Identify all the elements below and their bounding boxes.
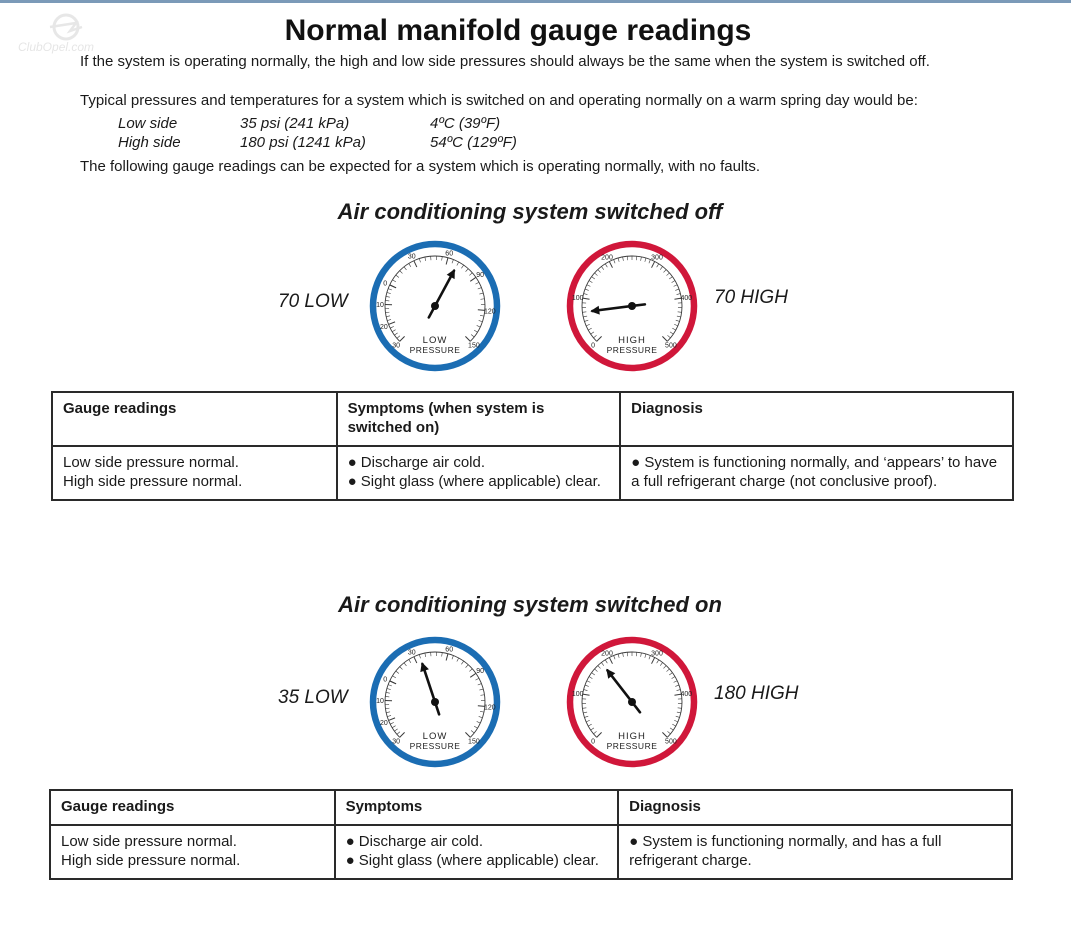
symptom-item: ● Sight glass (where applicable) clear. [345,852,599,869]
cell-symptoms [335,825,619,879]
gauge-scale-label: 0 [383,280,388,288]
low-gauge-label-on: 35 LOW [278,687,348,708]
gauge-scale-label: 60 [445,250,454,258]
gauge-scale-label: 150 [468,738,480,746]
table-header-row [52,392,1013,446]
gauge-scale-label: 10 [376,301,384,309]
gauge-scale-label: 20 [380,323,388,331]
section-heading-on: Air conditioning system switched on [338,592,722,617]
gauge-scale-label: 120 [483,704,496,712]
header-diagnosis: Diagnosis [620,392,1013,446]
gauge-title-line: PRESSURE [606,741,658,751]
gauge-scale-label: 0 [383,676,388,684]
gauge-title-line: HIGH [618,731,646,742]
gauge-scale-label: 0 [591,342,596,350]
gauge-scale-label: 300 [651,254,663,262]
gauge-scale-label: 400 [680,690,693,698]
gauge-title-line: HIGH [618,335,646,346]
gauge-scale-label: 90 [476,668,484,675]
symptom-item: ● Sight glass (where applicable) clear. [347,473,601,490]
spec-low-temp: 4ºC (39ºF) [430,115,501,132]
gauge-scale-label: 200 [601,650,613,658]
header-symptoms: Symptoms (when system is switched on) [337,392,621,446]
gauge-scale-label: 30 [407,649,416,657]
high-pressure-gauge-on [565,635,699,769]
gauge-scale-label: 30 [392,738,400,746]
gauge-scale-label: 400 [680,294,693,302]
spec-high-side: High side [118,134,181,151]
top-rule [0,0,1071,3]
section-heading-off: Air conditioning system switched off [337,199,723,224]
table-row [52,446,1013,500]
header-diagnosis: Diagnosis [618,790,1012,825]
cell-gauge-readings [52,446,337,500]
gauge-reading-line: Low side pressure normal. [63,454,239,471]
gauge-scale-label: 120 [483,308,496,316]
diagnosis-item: ● System is functioning normally, and has a full refrigerant charge. [629,833,942,869]
gauge-scale-label: 10 [376,697,384,705]
gauge-title-line: PRESSURE [409,345,461,355]
symptom-item: ● Discharge air cold. [345,833,484,850]
spec-low-pressure: 35 psi (241 kPa) [240,115,350,132]
gauge-title-line: PRESSURE [409,741,461,751]
gauge-scale-label: 300 [651,650,663,658]
spec-high-temp: 54ºC (129ºF) [430,134,517,151]
gauge-title-line: PRESSURE [606,345,658,355]
gauge-hub [628,698,636,706]
gauge-title-line: LOW [422,335,448,346]
gauge-reading-line: High side pressure normal. [61,852,241,869]
diagnosis-table-off [51,391,1014,501]
high-pressure-gauge-off [565,239,699,373]
gauge-title-line: LOW [422,731,448,742]
cell-symptoms [337,446,621,500]
spec-high-pressure: 180 psi (1241 kPa) [240,134,366,151]
diagnosis-item: ● System is functioning normally, and ‘appears’ to have a full refrigerant charge (not conclusive proof). [631,454,998,490]
gauge-scale-label: 30 [407,253,416,261]
typical-paragraph: Typical pressures and temperatures for a system which is switched on and operating normally on a warm spring day would be: [80,92,918,109]
gauge-scale-label: 60 [445,646,454,654]
cell-diagnosis [618,825,1012,879]
page-title: Normal manifold gauge readings [284,14,752,47]
gauge-scale-label: 500 [665,738,677,746]
diagnosis-table-on [49,789,1013,880]
gauge-scale-label: 200 [601,254,613,262]
header-symptoms: Symptoms [335,790,619,825]
gauge-scale-label: 20 [380,719,388,727]
gauge-scale-label: 150 [468,342,480,350]
high-gauge-label-off: 70 HIGH [714,287,788,308]
gauge-scale-label: 0 [591,738,596,746]
table-header-row [50,790,1012,825]
cell-gauge-readings [50,825,335,879]
gauge-scale-label: 30 [392,342,400,350]
gauge-hub [628,302,636,310]
gauge-scale-label: 500 [665,342,677,350]
spec-low-side: Low side [118,115,178,132]
gauge-scale-label: 100 [571,690,584,698]
symptom-item: ● Discharge air cold. [347,454,486,471]
cell-diagnosis [620,446,1013,500]
low-pressure-gauge-off [368,239,502,373]
following-paragraph: The following gauge readings can be expected for a system which is operating normally, with no faults. [80,158,761,175]
high-gauge-label-on: 180 HIGH [714,683,799,704]
header-gauge-readings: Gauge readings [52,392,337,446]
low-gauge-label-off: 70 LOW [278,291,348,312]
watermark-text: ClubOpel.com [18,40,95,54]
intro-paragraph: If the system is operating normally, the high and low side pressures should always be the same when the system is switched off. [80,53,930,70]
header-gauge-readings: Gauge readings [50,790,335,825]
gauge-scale-label: 100 [571,294,584,302]
gauge-reading-line: Low side pressure normal. [61,833,237,850]
gauge-reading-line: High side pressure normal. [63,473,243,490]
low-pressure-gauge-on [368,635,502,769]
gauge-hub [431,698,439,706]
gauge-hub [431,302,439,310]
gauge-scale-label: 90 [476,272,484,279]
table-row [50,825,1012,879]
